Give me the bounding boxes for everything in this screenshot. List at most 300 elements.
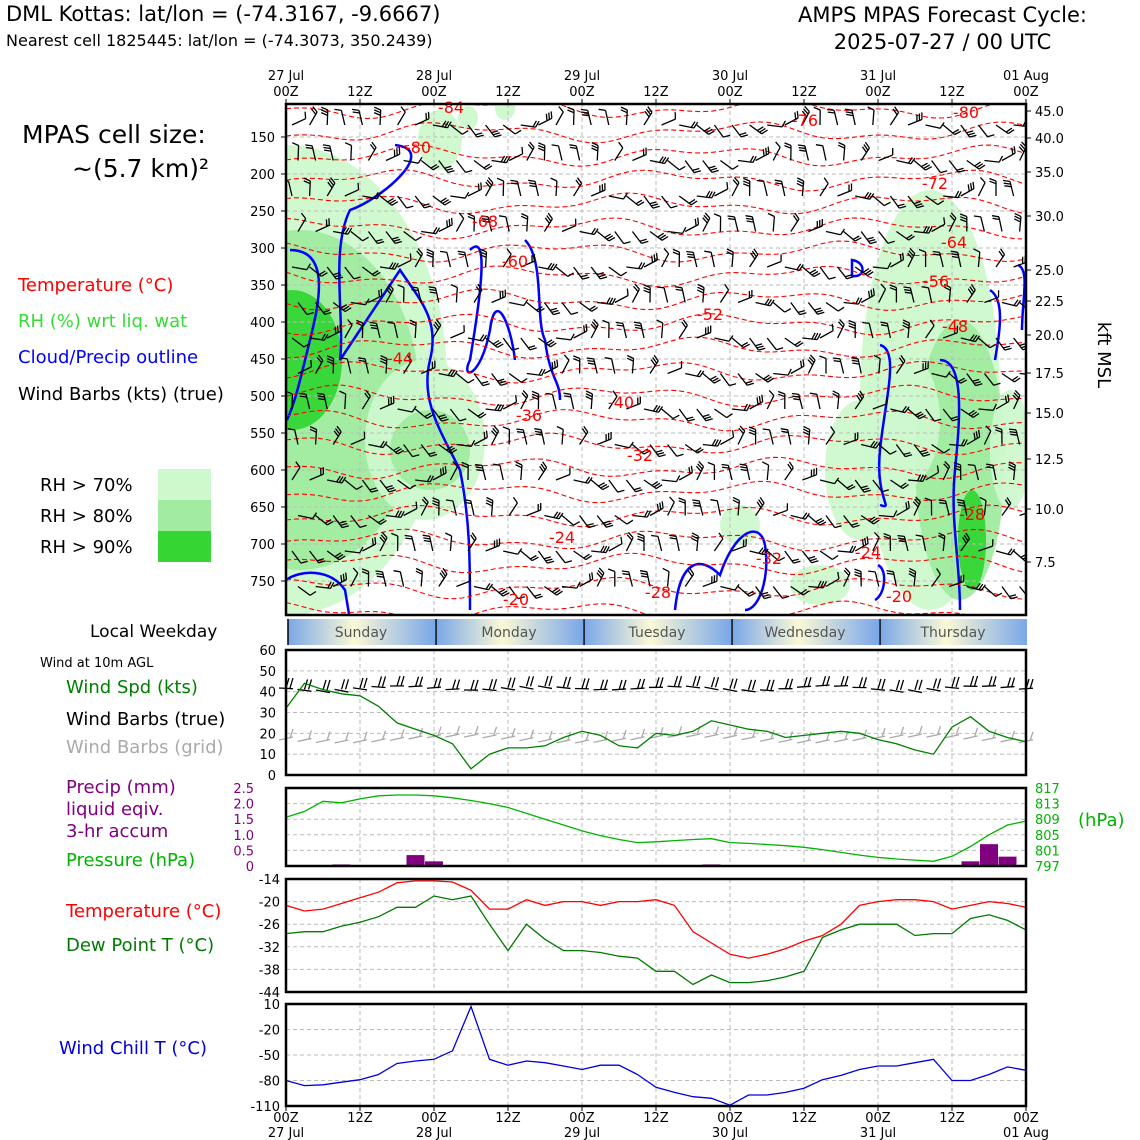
wind-barb-true [686, 676, 700, 688]
bottom-hour-label: 00Z [1013, 1111, 1039, 1126]
wind-10m-title: Wind at 10m AGL [40, 656, 154, 671]
wind-barb-true [760, 680, 774, 691]
wind-barb [890, 107, 898, 125]
wind-barb-grid [927, 726, 941, 737]
kft-tick-label: 7.5 [1035, 556, 1056, 571]
temperature-tick-label: -26 [258, 918, 280, 934]
wind-barb [637, 534, 644, 552]
wind-barb-true [483, 679, 497, 690]
pressure-tick-label: 500 [250, 390, 275, 405]
wind-barb [591, 480, 609, 490]
kft-tick-label: 35.0 [1035, 166, 1064, 181]
bottom-hour-label: 12Z [939, 1111, 965, 1126]
pressure-tick-label: 200 [250, 168, 275, 183]
wind-barb-true [335, 679, 349, 692]
precip-tick-label: 2.0 [233, 797, 254, 813]
bottom-date-label: 27 Jul [267, 1126, 305, 1140]
wind-barb [568, 107, 575, 125]
wind-tick-label: 0 [267, 769, 276, 784]
wind-barb [868, 571, 879, 586]
wind-barb [538, 338, 556, 347]
wind-barb [703, 161, 719, 173]
wind-barb [767, 390, 774, 409]
wind-barb [978, 177, 985, 196]
wind-barb [773, 303, 791, 313]
wind-chill-tick-label: -80 [258, 1074, 280, 1090]
temperature-line [286, 881, 1026, 958]
wind-barb-grid [834, 731, 848, 742]
wind-barb [791, 513, 810, 519]
forecast-cycle-line1: AMPS MPAS Forecast Cycle: [798, 3, 1087, 27]
wind-barb [456, 574, 470, 587]
bottom-date-label: 01 Aug [1002, 1126, 1050, 1140]
rh-region [860, 350, 940, 490]
wind-barb [820, 551, 838, 559]
cell-size-value: ~(5.7 km)² [72, 154, 210, 183]
wind-barb [345, 143, 351, 161]
pressure-tick-label: 809 [1035, 813, 1060, 829]
wind-barb-true [908, 680, 922, 693]
site-title: DML Kottas: lat/lon = (-74.3167, -9.6667) [6, 2, 441, 26]
wind-barb [509, 374, 527, 383]
contour-label: -24 [854, 543, 882, 562]
wind-barb [644, 196, 660, 208]
wind-barb [743, 178, 750, 196]
wind-barb [556, 107, 563, 126]
wind-barb [720, 161, 738, 170]
wind-barb [749, 427, 756, 445]
wind-barb [679, 122, 698, 128]
top-hour-label: 00Z [569, 85, 595, 100]
wind-barb [474, 374, 490, 386]
wind-barbs-grid-label: Wind Barbs (grid) [66, 737, 224, 758]
wind-barb [662, 475, 680, 481]
wind-speed-label: Wind Spd (kts) [66, 677, 198, 698]
wind-barb [820, 267, 836, 279]
wind-barb [632, 148, 646, 161]
wind-barb [961, 182, 974, 196]
wind-barb [703, 213, 710, 232]
wind-barb [521, 214, 528, 232]
wind-barb [849, 321, 856, 339]
legend-rh: RH (%) wrt liq. wat [18, 311, 188, 332]
wind-barb [562, 516, 580, 526]
wind-barb [756, 299, 775, 306]
wind-barb [685, 370, 704, 376]
wind-barb [797, 178, 804, 196]
wind-barb-true [1001, 678, 1015, 688]
wind-barb [926, 123, 945, 129]
wind-barb [756, 147, 769, 161]
wind-barb [855, 192, 874, 199]
wind-barb [1014, 213, 1021, 231]
wind-barb [775, 180, 785, 196]
contour-label: -20 [502, 590, 530, 609]
wind-barb [773, 369, 791, 375]
wind-barb [720, 284, 728, 302]
temperature-contour [286, 97, 1022, 119]
wind-barb [838, 546, 856, 553]
wind-barb [574, 477, 593, 483]
wind-barb [421, 227, 439, 233]
wind-barb [669, 535, 679, 551]
wind-barb [785, 551, 801, 563]
bottom-hour-label: 00Z [569, 1111, 595, 1126]
wind-barb [778, 392, 785, 410]
wind-barb [1002, 300, 1021, 306]
wind-barb [668, 445, 684, 457]
top-date-label: 28 Jul [415, 69, 453, 84]
precip-label: Precip (mm) [66, 777, 176, 798]
kft-tick-label: 45.0 [1035, 105, 1064, 120]
wind-barb [439, 568, 447, 586]
pressure-tick-label: 600 [250, 464, 275, 479]
pressure-label: Pressure (hPa) [66, 850, 196, 871]
contour-label: -72 [921, 174, 949, 193]
contour-label: -20 [885, 587, 913, 606]
wind-barb [609, 267, 627, 276]
rh-region [990, 390, 1030, 510]
wind-barb [827, 110, 838, 126]
wind-barb [697, 326, 711, 339]
wind-barb [650, 355, 658, 373]
wind-barb [833, 358, 844, 374]
top-hour-label: 12Z [495, 85, 521, 100]
wind-barb [486, 178, 493, 197]
wind-barb [474, 583, 493, 589]
weekday-label: Thursday [920, 625, 986, 641]
bottom-date-label: 28 Jul [415, 1126, 453, 1140]
wind-tick-label: 40 [259, 685, 276, 701]
wind-barb-true [372, 676, 386, 687]
wind-barb [445, 533, 451, 551]
wind-barb [1002, 146, 1015, 160]
wind-barb [679, 466, 692, 480]
wind-barb [574, 324, 587, 338]
wind-tick-label: 30 [259, 706, 276, 722]
wind-barb-true [446, 680, 460, 690]
wind-barb [544, 512, 563, 519]
wind-barb [851, 358, 861, 374]
wind-barb [528, 180, 538, 196]
weekday-bar [288, 619, 1027, 645]
wind-chill-tick-label: 10 [263, 998, 280, 1013]
wind-barb [675, 287, 685, 303]
wind-barb [597, 568, 604, 587]
wind-barb [785, 462, 794, 480]
pressure-tick-label: 650 [250, 501, 275, 516]
temperature-contour [286, 122, 1022, 143]
bottom-hour-label: 12Z [495, 1111, 521, 1126]
wind-barb [756, 497, 765, 515]
legend-temperature: Temperature (°C) [18, 275, 174, 296]
temperature-tick-label: -38 [258, 963, 280, 979]
wind-barb [768, 214, 774, 232]
wind-barb [896, 157, 915, 163]
precip-liquid-label: liquid eqiv. [66, 799, 164, 820]
wind-barb [562, 303, 578, 315]
wind-barb [845, 109, 855, 125]
wind-barb [592, 143, 599, 161]
wind-barb [767, 338, 783, 350]
wind-barb [710, 500, 720, 516]
wind-barb [785, 264, 804, 270]
wind-barb-grid [390, 729, 404, 740]
wind-barb [802, 267, 820, 277]
contour-label: -36 [515, 406, 543, 425]
temperature-tick-label: -32 [258, 940, 280, 956]
wind-barb [1002, 374, 1020, 382]
pressure-tick-label: 797 [1035, 860, 1060, 875]
wind-barb [1014, 120, 1032, 127]
wind-barb [538, 462, 546, 480]
wind-barb [591, 183, 605, 196]
wind-barb [644, 253, 657, 267]
wind-barb [374, 107, 381, 125]
kft-tick-label: 30.0 [1035, 210, 1064, 225]
wind-barb [668, 227, 686, 233]
local-weekday-label: Local Weekday [90, 622, 218, 642]
wind-barb [486, 539, 500, 552]
pressure-tick-label: 250 [250, 205, 275, 220]
bottom-hour-label: 12Z [643, 1111, 669, 1126]
pressure-tick-label: 400 [250, 316, 275, 331]
wind-barb [644, 480, 662, 489]
wind-barb-grid [890, 727, 904, 738]
wind-barb [486, 125, 502, 137]
wind-barb [996, 125, 1014, 134]
pressure-tick-label: 750 [250, 575, 275, 590]
wind-barb-true [631, 679, 645, 689]
wind-barb-grid [298, 730, 312, 741]
wind-barb [503, 125, 521, 134]
wind-barb [632, 232, 648, 244]
wind-barb [456, 161, 472, 173]
wind-barb [456, 213, 463, 232]
wind-barb [992, 216, 1002, 232]
wind-barb [773, 587, 789, 599]
wind-barb [644, 405, 663, 412]
wind-barb [740, 464, 750, 480]
pressure-tick-label: 150 [250, 131, 275, 146]
wind-barb-true [390, 676, 404, 686]
top-hour-label: 00Z [865, 85, 891, 100]
kft-tick-label: 40.0 [1035, 132, 1064, 147]
wind-barb [879, 148, 893, 161]
top-hour-label: 12Z [791, 85, 817, 100]
wind-barb-grid [538, 731, 552, 742]
cell-size-label: MPAS cell size: [22, 120, 206, 149]
wind-barb [527, 503, 541, 516]
wind-chill-tick-label: -50 [258, 1049, 280, 1064]
wind-barb [433, 196, 451, 205]
wind-barb [732, 177, 739, 196]
precip-tick-label: 1.0 [233, 828, 254, 844]
pressure-tick-label: 450 [250, 353, 275, 368]
wind-barb [556, 468, 570, 481]
wind-barb [509, 300, 528, 306]
wind-barb [657, 320, 663, 338]
wind-barb [644, 107, 652, 125]
top-hour-label: 12Z [939, 85, 965, 100]
wind-tick-label: 10 [259, 748, 276, 764]
contour-label: -32 [626, 446, 654, 465]
wind-barb [562, 582, 580, 588]
wind-tick-label: 20 [259, 727, 276, 743]
wind-barb [978, 125, 994, 137]
wind-barb [816, 145, 826, 161]
wind-barb [644, 285, 651, 303]
wind-barb [662, 409, 680, 419]
wind-barb [996, 249, 1005, 267]
precip-pressure-panel [233, 782, 1060, 875]
wind-barb [405, 536, 416, 552]
wind-barb [662, 112, 676, 125]
wind-barb [714, 182, 727, 196]
wind-barb [838, 143, 845, 161]
wind-barb [609, 480, 625, 492]
wind-barb-true [594, 680, 608, 690]
wind-barb [785, 338, 803, 347]
wind-barb [626, 196, 644, 205]
wind-barb [516, 462, 523, 480]
wind-barb [791, 213, 799, 231]
contour-label: -32 [755, 549, 783, 568]
wind-barb [685, 218, 698, 232]
wind-barb [657, 287, 668, 303]
wind-barb [746, 216, 756, 232]
wind-barb [605, 358, 615, 374]
temperature-tick-label: -44 [258, 986, 280, 1001]
wind-barb [603, 320, 610, 338]
wind-barb [468, 182, 481, 196]
wind-barb [627, 356, 634, 374]
wind-barb-grid [446, 726, 460, 737]
kft-tick-label: 17.5 [1035, 367, 1064, 382]
wind-barb [544, 213, 552, 231]
wind-barb [335, 109, 345, 125]
wind-barb [767, 255, 781, 268]
kft-axis-label: kft MSL [1093, 321, 1114, 389]
wind-barb-grid [464, 726, 478, 737]
contour-label: -84 [437, 98, 465, 117]
wind-barb [509, 497, 517, 515]
wind-barb-true [964, 676, 978, 686]
wind-barb [820, 178, 828, 196]
wind-barb [967, 161, 985, 170]
contour-label: -80 [952, 103, 980, 122]
wind-barb [650, 501, 663, 515]
wind-barb [521, 338, 537, 350]
wind-chill-tick-label: -110 [250, 1100, 280, 1115]
wind-barb [696, 461, 703, 480]
wind-barb [615, 232, 631, 244]
wind-barb [538, 551, 554, 563]
wind-barb [750, 395, 763, 409]
temperature-tick-label: -14 [258, 873, 280, 888]
wind-barb [763, 429, 774, 445]
pressure-unit-label: (hPa) [1078, 810, 1125, 831]
wind-barb [750, 338, 766, 350]
temperature-label: Temperature (°C) [66, 901, 222, 922]
contour-label: -28 [958, 505, 986, 524]
nearest-cell-subtitle: Nearest cell 1825445: lat/lon = (-74.3073, 350.2439) [6, 31, 433, 50]
wind-barb [996, 549, 1015, 555]
contour-label: -44 [386, 349, 414, 368]
wind-barb [984, 156, 1002, 162]
wind-barb [497, 178, 504, 196]
bottom-date-label: 29 Jul [563, 1126, 601, 1140]
wind-barb [732, 404, 750, 411]
wind-barb [586, 391, 593, 409]
wind-barb [697, 409, 713, 421]
wind-barb-true [464, 680, 478, 690]
wind-barb [493, 464, 503, 480]
wind-barb-true [668, 676, 682, 687]
bottom-hour-label: 00Z [273, 1111, 299, 1126]
wind-barb [762, 462, 768, 480]
wind-barb [833, 391, 840, 409]
wind-barb [697, 191, 715, 198]
wind-barb [673, 249, 680, 267]
wind-barb [544, 303, 560, 315]
wind-barb [703, 439, 721, 446]
wind-barb [626, 480, 642, 492]
pressure-tick-label: 700 [250, 538, 275, 553]
contour-label: -80 [404, 138, 432, 157]
temperature-tick-label: -20 [258, 895, 280, 911]
rh-region [790, 565, 850, 605]
pressure-tick-label: 801 [1035, 844, 1060, 860]
cloud-outline [525, 240, 560, 400]
precip-bar [999, 857, 1017, 866]
wind-barb [685, 161, 701, 173]
wind-barb [591, 546, 609, 553]
wind-barb-true [742, 680, 756, 692]
wind-barb [597, 232, 615, 241]
weekday-label: Wednesday [764, 625, 846, 641]
wind-barb [587, 358, 598, 374]
precip-tick-label: 0.5 [233, 844, 254, 860]
wind-barb-grid [705, 726, 719, 737]
wind-barb-grid [520, 730, 534, 741]
wind-barb [450, 192, 468, 198]
top-hour-label: 00Z [421, 85, 447, 100]
wind-barbs-true-label: Wind Barbs (true) [66, 709, 226, 730]
wind-barb [538, 263, 557, 270]
contour-label: -64 [940, 233, 968, 252]
contour-label: -24 [548, 528, 576, 547]
wind-barb [615, 289, 628, 303]
wind-barb [551, 178, 557, 196]
pressure-tick-label: 813 [1035, 797, 1060, 813]
wind-barb [791, 359, 804, 373]
wind-barb [989, 179, 996, 197]
wind-barb [516, 429, 527, 445]
wind-barb [773, 142, 780, 161]
wind-barb [650, 232, 668, 241]
wind-barb [697, 285, 704, 303]
wind-barb [708, 463, 715, 481]
top-hour-label: 12Z [347, 85, 373, 100]
contour-label: -76 [791, 111, 819, 130]
wind-barb [838, 184, 852, 197]
wind-barb [616, 323, 627, 339]
weekday-label: Sunday [334, 625, 388, 641]
wind-barb [552, 145, 562, 161]
wind-barb [826, 303, 844, 312]
wind-chill-label: Wind Chill T (°C) [59, 1038, 207, 1059]
